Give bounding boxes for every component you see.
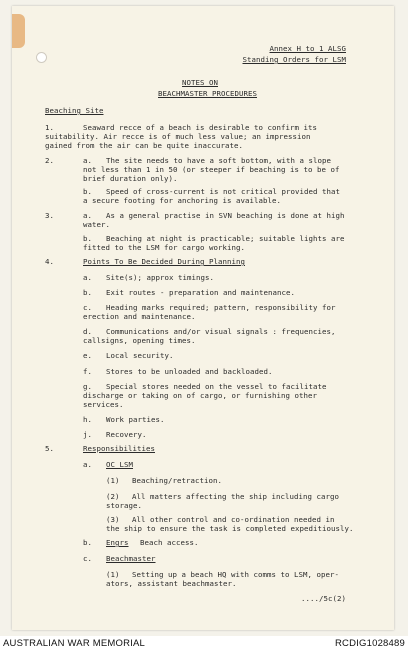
list-item: Heading marks required; pattern, responsibility for bbox=[106, 303, 336, 312]
list-item: erection and maintenance. bbox=[83, 312, 196, 321]
para-3a-line: As a general practise in SVN beaching is done at high bbox=[106, 211, 345, 220]
standing-orders-reference: Standing Orders for LSM bbox=[242, 55, 346, 64]
para-1-line: Seaward recce of a beach is desirable to confirm its bbox=[83, 123, 317, 132]
para-3a-line: water. bbox=[83, 220, 110, 229]
section-heading: Beaching Site bbox=[45, 106, 104, 115]
item-label: c. bbox=[83, 554, 92, 563]
para-number: 1. bbox=[45, 123, 54, 132]
item-label: b. bbox=[83, 234, 92, 243]
title-line-2: BEACHMASTER PROCEDURES bbox=[158, 89, 257, 98]
list-item: Beach access. bbox=[140, 538, 199, 547]
title-line-1: NOTES ON bbox=[182, 78, 218, 87]
list-item: All matters affecting the ship including cargo bbox=[132, 492, 339, 501]
para-2a-line: The site needs to have a soft bottom, with a slope bbox=[106, 156, 331, 165]
item-label: b. bbox=[83, 288, 92, 297]
item-label: c. bbox=[83, 303, 92, 312]
item-label: g. bbox=[83, 382, 92, 391]
footer-record-id: RCDIG1028489 bbox=[335, 638, 405, 649]
list-item: Special stores needed on the vessel to facilitate bbox=[106, 382, 327, 391]
item-label: b. bbox=[83, 538, 92, 547]
punch-hole bbox=[36, 52, 47, 63]
item-label: (2) bbox=[106, 492, 120, 501]
list-item: Stores to be unloaded and backloaded. bbox=[106, 367, 273, 376]
para-5-heading: Responsibilities bbox=[83, 444, 155, 453]
list-item: Exit routes - preparation and maintenance. bbox=[106, 288, 295, 297]
list-item: Recovery. bbox=[106, 430, 147, 439]
list-item: discharge or taking on of cargo, or furnishing other bbox=[83, 391, 317, 400]
para-3b-line: Beaching at night is practicable; suitable lights are bbox=[106, 234, 345, 243]
list-item: Communications and/or visual signals : frequencies, bbox=[106, 327, 336, 336]
para-number: 3. bbox=[45, 211, 54, 220]
para-4-heading: Points To Be Decided During Planning bbox=[83, 257, 245, 266]
item-label: e. bbox=[83, 351, 92, 360]
list-item: Setting up a beach HQ with comms to LSM, oper- bbox=[132, 570, 339, 579]
page-tab-mark bbox=[12, 14, 25, 48]
sub-heading: OC LSM bbox=[106, 460, 133, 469]
continuation-marker: ..../5c(2) bbox=[301, 594, 346, 603]
para-number: 5. bbox=[45, 444, 54, 453]
item-label: a. bbox=[83, 460, 92, 469]
annex-reference: Annex H to 1 ALSG bbox=[269, 44, 346, 53]
list-item: the ship to ensure the task is completed expeditiously. bbox=[106, 524, 354, 533]
footer-archive-name: AUSTRALIAN WAR MEMORIAL bbox=[3, 638, 146, 649]
para-number: 2. bbox=[45, 156, 54, 165]
item-label: a. bbox=[83, 273, 92, 282]
para-2b-line: a secure footing for anchoring is available. bbox=[83, 196, 281, 205]
list-item: services. bbox=[83, 400, 124, 409]
document-page bbox=[12, 6, 394, 630]
para-1-line: suitability. Air recce is of much less value; an impression bbox=[45, 132, 311, 141]
item-label: (3) bbox=[106, 515, 120, 524]
list-item: storage. bbox=[106, 501, 142, 510]
item-label: f. bbox=[83, 367, 92, 376]
item-label: (1) bbox=[106, 476, 120, 485]
list-item: callsigns, opening times. bbox=[83, 336, 196, 345]
sub-heading: Beachmaster bbox=[106, 554, 156, 563]
item-label: a. bbox=[83, 156, 92, 165]
list-item: Work parties. bbox=[106, 415, 165, 424]
item-label: (1) bbox=[106, 570, 120, 579]
para-number: 4. bbox=[45, 257, 54, 266]
para-2a-line: not less than 1 in 50 (or steeper if beaching is to be of bbox=[83, 165, 340, 174]
para-3b-line: fitted to the LSM for cargo working. bbox=[83, 243, 245, 252]
list-item: All other control and co-ordination needed in bbox=[132, 515, 335, 524]
list-item: ators, assistant beachmaster. bbox=[106, 579, 237, 588]
list-item: Site(s); approx timings. bbox=[106, 273, 214, 282]
list-item: Local security. bbox=[106, 351, 174, 360]
para-1-line: gained from the air can be quite inaccurate. bbox=[45, 141, 243, 150]
item-label: b. bbox=[83, 187, 92, 196]
sub-heading: Engrs bbox=[106, 538, 129, 547]
para-2b-line: Speed of cross-current is not critical provided that bbox=[106, 187, 340, 196]
item-label: a. bbox=[83, 211, 92, 220]
list-item: Beaching/retraction. bbox=[132, 476, 222, 485]
item-label: h. bbox=[83, 415, 92, 424]
item-label: d. bbox=[83, 327, 92, 336]
para-2a-line: brief duration only). bbox=[83, 174, 178, 183]
item-label: j. bbox=[83, 430, 92, 439]
